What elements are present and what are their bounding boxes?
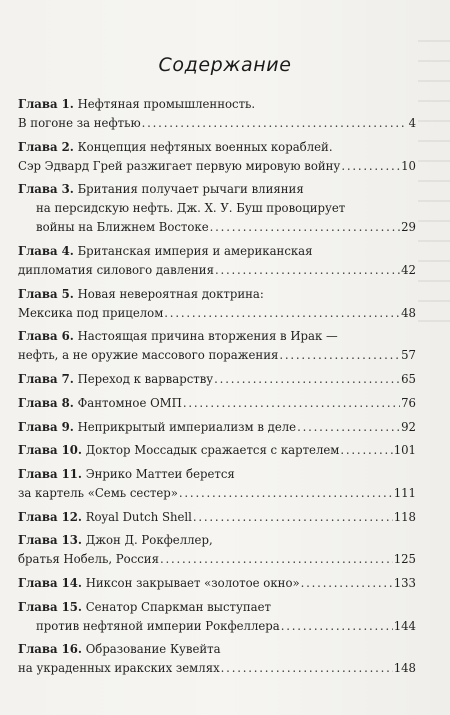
dot-leader [142, 114, 407, 133]
chapter-title: Джон Д. Рокфеллер, [85, 533, 213, 548]
toc-entry[interactable] [18, 95, 416, 133]
toc-entry-line [18, 242, 416, 261]
page-number: 101 [393, 443, 416, 458]
dot-leader [210, 218, 400, 237]
chapter-title: на украденных иракских землях [18, 661, 220, 676]
chapter-number: Глава 4. [18, 244, 74, 259]
page-number: 42 [401, 263, 416, 278]
toc-entry-line [18, 95, 416, 114]
chapter-number: Глава 12. [18, 509, 82, 524]
chapter-title: Образование Кувейта [85, 642, 221, 657]
chapter-title: Британская империя и американская [77, 244, 313, 259]
toc-entry[interactable] [18, 441, 416, 460]
chapter-title: Британия получает рычаги влияния [77, 182, 304, 197]
toc-entry-line [18, 114, 416, 133]
page-number: 76 [401, 395, 416, 410]
toc-entry-line [18, 394, 416, 413]
dot-leader [340, 441, 392, 460]
chapter-number: Глава 13. [18, 533, 82, 548]
chapter-title: Новая невероятная доктрина: [77, 286, 264, 301]
toc-entry-line [18, 218, 416, 237]
toc-entry[interactable] [18, 465, 416, 503]
toc-entry[interactable] [18, 598, 416, 636]
dot-leader [297, 418, 400, 437]
chapter-title: Никсон закрывает «золотое окно» [85, 575, 300, 590]
chapter-title: Мексика под прицелом [18, 305, 164, 320]
toc-entry-line [18, 327, 416, 346]
toc-entry[interactable] [18, 640, 416, 678]
page-number: 125 [393, 552, 416, 567]
page-number: 118 [393, 509, 416, 524]
page-number: 48 [401, 305, 416, 320]
toc-entry-line [18, 531, 416, 550]
chapter-number: Глава 7. [18, 372, 74, 387]
toc-entry-line [18, 418, 416, 437]
toc-entry[interactable] [18, 418, 416, 437]
toc-entry-line [18, 508, 416, 527]
toc-entry-line [18, 640, 416, 659]
page-number: 29 [401, 220, 416, 235]
table-of-contents [18, 95, 416, 683]
toc-entry[interactable] [18, 370, 416, 389]
toc-entry-line [18, 441, 416, 460]
page-number: 57 [401, 348, 416, 363]
chapter-title: Сенатор Спаркман выступает [85, 599, 271, 614]
toc-entry[interactable] [18, 180, 416, 237]
chapter-title: войны на Ближнем Востоке [36, 220, 209, 235]
dot-leader [160, 550, 393, 569]
page-number: 4 [408, 116, 416, 130]
dot-leader [215, 261, 400, 280]
dot-leader [164, 304, 400, 323]
toc-entry[interactable] [18, 242, 416, 280]
toc-entry-line [18, 484, 416, 503]
page-number: 92 [401, 419, 416, 434]
chapter-title: Энрико Маттеи берется [85, 466, 235, 481]
page-number: 133 [393, 575, 416, 590]
chapter-number: Глава 8. [18, 395, 74, 410]
dot-leader [301, 574, 393, 593]
chapter-number: Глава 9. [18, 419, 74, 434]
toc-entry-line [18, 465, 416, 484]
dot-leader [214, 370, 400, 389]
toc-entry-line [18, 180, 416, 199]
chapter-title: против нефтяной империи Рокфеллера [36, 618, 280, 633]
chapter-title: В погоне за нефтью [18, 116, 141, 130]
toc-entry[interactable] [18, 531, 416, 569]
chapter-title: Доктор Моссадык сражается с картелем [85, 443, 340, 458]
toc-entry-line [18, 617, 416, 636]
toc-entry-line [18, 346, 416, 365]
chapter-title: Нефтяная промышленность. [77, 97, 256, 111]
dot-leader [221, 659, 393, 678]
page-title: Содержание [158, 54, 292, 76]
chapter-number: Глава 3. [18, 182, 74, 197]
chapter-title: на персидскую нефть. Дж. Х. У. Буш провоцирует [36, 201, 346, 216]
toc-entry[interactable] [18, 327, 416, 365]
dot-leader [279, 346, 400, 365]
toc-entry-line [18, 138, 416, 157]
chapter-title: Концепция нефтяных военных кораблей. [77, 139, 333, 154]
toc-entry-line [18, 157, 416, 176]
toc-entry-line [18, 550, 416, 569]
toc-entry[interactable] [18, 285, 416, 323]
chapter-title: Переход к варварству [77, 372, 214, 387]
page-number: 148 [393, 661, 416, 676]
chapter-title: за картель «Семь сестер» [18, 485, 178, 500]
toc-entry-line [18, 659, 416, 678]
chapter-number: Глава 14. [18, 575, 82, 590]
toc-entry[interactable] [18, 508, 416, 527]
chapter-number: Глава 1. [18, 97, 74, 111]
chapter-number: Глава 6. [18, 329, 74, 344]
chapter-title: Royal Dutch Shell [85, 509, 192, 524]
toc-entry[interactable] [18, 574, 416, 593]
dot-leader [281, 617, 393, 636]
toc-entry-line [18, 199, 416, 218]
toc-entry-line [18, 285, 416, 304]
chapter-title: Неприкрытый империализм в деле [77, 419, 297, 434]
toc-entry[interactable] [18, 138, 416, 176]
toc-entry-line [18, 370, 416, 389]
chapter-title: братья Нобель, Россия [18, 552, 159, 567]
chapter-number: Глава 2. [18, 139, 74, 154]
toc-entry-line [18, 261, 416, 280]
bleed-through-text [418, 40, 450, 340]
toc-entry-line [18, 304, 416, 323]
page-number: 65 [401, 372, 416, 387]
chapter-title: дипломатия силового давления [18, 263, 214, 278]
toc-entry-line [18, 574, 416, 593]
toc-entry[interactable] [18, 394, 416, 413]
dot-leader [193, 508, 393, 527]
page-number: 10 [401, 158, 416, 173]
chapter-title: Сэр Эдвард Грей разжигает первую мировую войну [18, 158, 341, 173]
chapter-number: Глава 16. [18, 642, 82, 657]
dot-leader [183, 394, 400, 413]
chapter-number: Глава 15. [18, 599, 82, 614]
chapter-title: Настоящая причина вторжения в Ирак — [77, 329, 338, 344]
chapter-title: нефть, а не оружие массового поражения [18, 348, 279, 363]
chapter-number: Глава 10. [18, 443, 82, 458]
chapter-title: Фантомное ОМП [77, 395, 182, 410]
chapter-number: Глава 5. [18, 286, 74, 301]
dot-leader [179, 484, 393, 503]
chapter-number: Глава 11. [18, 466, 82, 481]
toc-entry-line [18, 598, 416, 617]
page-number: 111 [393, 485, 416, 500]
dot-leader [341, 157, 400, 176]
page-number: 144 [393, 618, 416, 633]
